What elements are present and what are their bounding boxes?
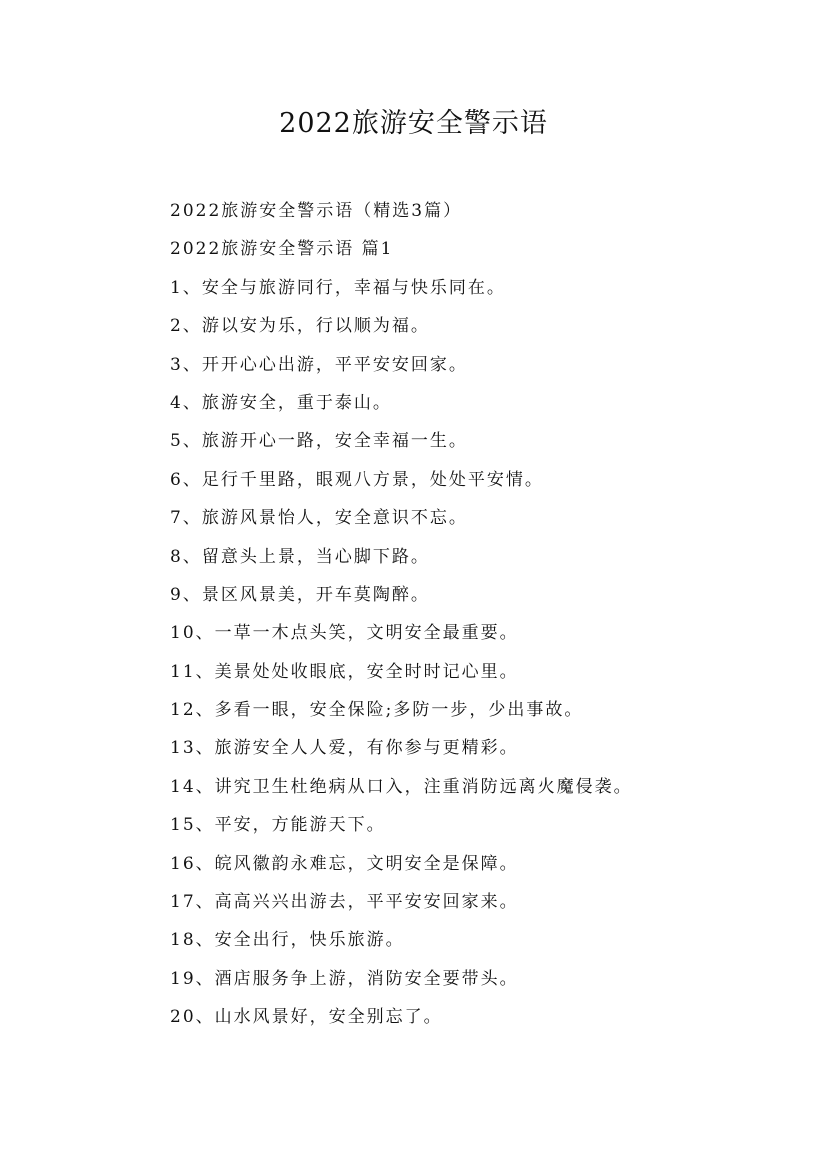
list-item: 3、开开心心出游，平平安安回家。 [170, 354, 468, 375]
list-item: 17、高高兴兴出游去，平平安安回家来。 [170, 892, 519, 913]
list-item: 20、山水风景好，安全别忘了。 [170, 1007, 443, 1028]
list-item: 12、多看一眼，安全保险;多防一步，少出事故。 [170, 700, 584, 721]
list-item: 13、旅游安全人人爱，有你参与更精彩。 [170, 738, 519, 759]
list-item: 15、平安，方能游天下。 [170, 815, 386, 836]
list-item: 16、皖风徽韵永难忘，文明安全是保障。 [170, 853, 519, 874]
list-item: 1、安全与旅游同行，幸福与快乐同在。 [170, 277, 506, 298]
list-item: 19、酒店服务争上游，消防安全要带头。 [170, 968, 519, 989]
list-item: 6、足行千里路，眼观八方景，处处平安情。 [170, 469, 544, 490]
list-item: 5、旅游开心一路，安全幸福一生。 [170, 431, 468, 452]
list-item: 10、一草一木点头笑，文明安全最重要。 [170, 623, 519, 644]
list-item: 14、讲究卫生杜绝病从口入，注重消防远离火魔侵袭。 [170, 776, 633, 797]
list-item: 18、安全出行，快乐旅游。 [170, 930, 405, 951]
document-body [170, 198, 770, 1043]
list-item: 2、游以安为乐，行以顺为福。 [170, 316, 430, 337]
slogan-list [170, 275, 770, 1043]
document-subtitle: 2022旅游安全警示语（精选3篇） [170, 201, 463, 221]
list-item: 11、美景处处收眼底，安全时时记心里。 [170, 661, 519, 682]
list-item: 9、景区风景美，开车莫陶醉。 [170, 584, 430, 605]
document-title: 2022旅游安全警示语 [279, 108, 548, 139]
list-item: 8、留意头上景，当心脚下路。 [170, 546, 430, 567]
list-item: 4、旅游安全，重于泰山。 [170, 392, 392, 413]
list-item: 7、旅游风景怡人，安全意识不忘。 [170, 508, 468, 529]
section-heading: 2022旅游安全警示语 篇1 [170, 239, 394, 260]
